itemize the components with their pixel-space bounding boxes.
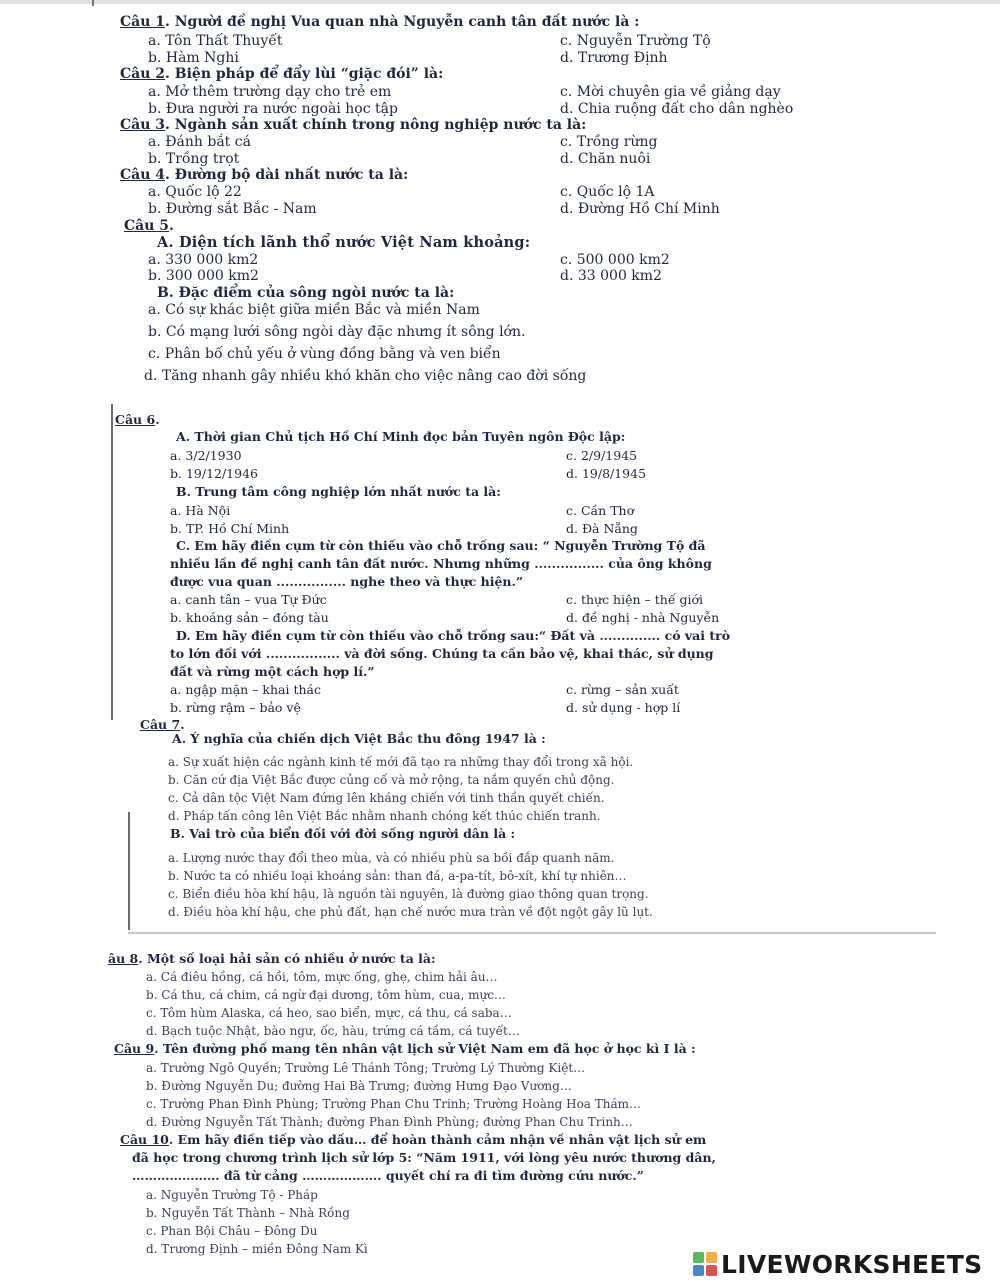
q7b-option-c[interactable]: c. Biển điều hòa khí hậu, là nguồn tài nguyên, là đường giao thông quan trọng.: [168, 887, 649, 901]
q10-option-b[interactable]: b. Nguyễn Tất Thành – Nhà Rồng: [146, 1206, 350, 1220]
logo-square-orange: [706, 1252, 717, 1263]
q5-part-a-prompt: A. Diện tích lãnh thổ nước Việt Nam khoảng:: [157, 234, 531, 251]
q6b-option-b[interactable]: b. TP. Hồ Chí Minh: [170, 521, 290, 536]
q6-part-b-prompt: B. Trung tâm công nghiệp lớn nhất nước ta là:: [176, 484, 501, 499]
q6a-option-d[interactable]: d. 19/8/1945: [566, 466, 647, 481]
q10-line-3: ………………… đã từ cảng ………………. quyết chí ra đi tìm đường cứu nước.”: [132, 1168, 644, 1183]
question-3-label: Câu 3: [120, 117, 166, 133]
q8-option-c[interactable]: c. Tôm hùm Alaska, cá heo, sao biển, mực, cá thu, cá saba…: [146, 1006, 512, 1020]
q10-option-d[interactable]: d. Trương Định – miền Đông Nam Kì: [146, 1242, 368, 1256]
q9-option-b[interactable]: b. Đường Nguyễn Du; đường Hai Bà Trưng; đường Hưng Đạo Vương…: [146, 1079, 572, 1093]
q7b-option-d[interactable]: d. Điều hòa khí hậu, che phủ đất, hạn chế nước mưa tràn về đột ngột gây lũ lụt.: [168, 905, 653, 919]
q6-section-left-border: [111, 404, 113, 720]
q6d-option-c[interactable]: c. rừng – sản xuất: [566, 682, 679, 697]
logo-square-red: [706, 1265, 717, 1276]
q6-part-c-line-1: C. Em hãy điền cụm từ còn thiếu vào chỗ trống sau: “ Nguyễn Trường Tộ đã: [176, 538, 706, 553]
q3-option-b[interactable]: b. Trồng trọt: [148, 151, 240, 167]
question-4-title: Câu 4. Đường bộ dài nhất nước ta là:: [120, 167, 409, 183]
q7-section-left-border: [128, 812, 130, 930]
question-4-label: Câu 4: [120, 167, 166, 183]
q2-option-d[interactable]: d. Chia ruộng đất cho dân nghèo: [560, 101, 794, 117]
q9-option-c[interactable]: c. Trường Phan Đình Phùng; Trường Phan Chu Trinh; Trường Hoàng Hoa Thám…: [146, 1097, 642, 1111]
q7b-option-a[interactable]: a. Lượng nước thay đổi theo mùa, và có nhiều phù sa bồi đắp quanh năm.: [168, 851, 615, 865]
q6d-option-a[interactable]: a. ngập mặn – khai thác: [170, 682, 322, 697]
q6-part-d-line-1: D. Em hãy điền cụm từ còn thiếu vào chỗ trống sau:“ Đất và .............. có vai trò: [176, 628, 731, 643]
q6b-option-d[interactable]: d. Đà Nẵng: [566, 521, 638, 536]
q2-option-a[interactable]: a. Mở thêm trường dạy cho trẻ em: [148, 84, 392, 100]
q6c-option-d[interactable]: d. đề nghị - nhà Nguyễn: [566, 610, 720, 625]
q4-option-d[interactable]: d. Đường Hồ Chí Minh: [560, 201, 720, 217]
q6-part-c-line-3: được vua quan ................ nghe theo và thực hiện.”: [170, 574, 524, 589]
q6-part-c-line-2: nhiều lần đề nghị canh tân đất nước. Nhưng những ................ của ông không: [170, 556, 712, 571]
question-10-title: Câu 10. Em hãy điền tiếp vào dấu… để hoàn thành cảm nhận về nhân vật lịch sử em: [120, 1132, 707, 1147]
q7b-option-b[interactable]: b. Nước ta có nhiều loại khoáng sản: than đá, a-pa-tít, bô-xít, khí tự nhiên…: [168, 869, 627, 883]
liveworksheets-logo: [693, 1247, 982, 1281]
q7a-option-d[interactable]: d. Pháp tấn công lên Việt Bắc nhằm nhanh chóng kết thúc chiến tranh.: [168, 809, 601, 823]
q7-part-b-prompt: B. Vai trò của biển đối với đời sống người dân là :: [170, 826, 516, 841]
q5a-option-d[interactable]: d. 33 000 km2: [560, 268, 662, 284]
question-2-title: Câu 2. Biện pháp để đẩy lùi “giặc đói” là:: [120, 66, 444, 82]
q6b-option-a[interactable]: a. Hà Nội: [170, 503, 231, 518]
q7a-option-a[interactable]: a. Sự xuất hiện các ngành kinh tế mới đã tạo ra những thay đổi trong xã hội.: [168, 755, 634, 769]
q10-line-2: đã học trong chương trình lịch sử lớp 5: “Năm 1911, với lòng yêu nước thương dân,: [132, 1150, 716, 1165]
logo-wordmark: LIVEWORKSHEETS: [721, 1249, 983, 1279]
q1-option-c[interactable]: c. Nguyễn Trường Tộ: [560, 33, 711, 49]
logo-square-green: [693, 1252, 704, 1263]
q5b-option-a[interactable]: a. Có sự khác biệt giữa miền Bắc và miền Nam: [148, 302, 480, 318]
q5b-option-d[interactable]: d. Tăng nhanh gây nhiều khó khăn cho việc nâng cao đời sống: [144, 368, 587, 384]
question-8-label: âu 8: [108, 951, 139, 966]
q8-option-a[interactable]: a. Cá điêu hồng, cá hồi, tôm, mực ống, ghẹ, chim hải âu…: [146, 970, 498, 984]
q7-part-a-prompt: A. Ý nghĩa của chiến dịch Việt Bắc thu đông 1947 là :: [172, 731, 546, 746]
q8-option-b[interactable]: b. Cá thu, cá chim, cá ngừ đại dương, tôm hùm, cua, mực…: [146, 988, 506, 1002]
q3-option-d[interactable]: d. Chăn nuôi: [560, 151, 651, 167]
ruler-marker: [92, 0, 94, 6]
q10-option-c[interactable]: c. Phan Bội Châu – Đông Du: [146, 1224, 318, 1238]
q9-option-a[interactable]: a. Trường Ngô Quyền; Trường Lê Thánh Tông; Trường Lý Thường Kiệt…: [146, 1061, 586, 1075]
q5b-option-c[interactable]: c. Phân bố chủ yếu ở vùng đồng bằng và ven biển: [148, 346, 501, 362]
question-8-title: âu 8. Một số loại hải sản có nhiều ở nước ta là:: [108, 951, 436, 966]
q2-option-c[interactable]: c. Mời chuyên gia về giảng dạy: [560, 84, 781, 100]
q1-option-d[interactable]: d. Trương Định: [560, 50, 668, 66]
q5-part-b-prompt: B. Đặc điểm của sông ngòi nước ta là:: [157, 285, 455, 301]
q6a-option-c[interactable]: c. 2/9/1945: [566, 448, 638, 463]
q5a-option-a[interactable]: a. 330 000 km2: [148, 252, 259, 268]
q3-option-a[interactable]: a. Đánh bắt cá: [148, 134, 251, 150]
question-6-title: Câu 6.: [115, 412, 160, 427]
q6c-option-b[interactable]: b. khoáng sản – đóng tàu: [170, 610, 329, 625]
q8-option-d[interactable]: d. Bạch tuộc Nhật, bào ngư, ốc, hàu, trứng cá tầm, cá tuyết…: [146, 1024, 520, 1038]
section-divider: [128, 932, 936, 934]
logo-square-blue: [693, 1265, 704, 1276]
question-6-label: Câu 6: [115, 412, 156, 427]
question-9-label: Câu 9: [114, 1041, 155, 1056]
q6-part-d-line-3: đất và rừng một cách hợp lí.”: [170, 664, 375, 679]
question-1-title: Câu 1. Người đề nghị Vua quan nhà Nguyễn canh tân đất nước là :: [120, 14, 640, 30]
question-1-label: Câu 1: [120, 14, 166, 30]
question-9-title: Câu 9. Tên đường phố mang tên nhân vật lịch sử Việt Nam em đã học ở học kì I là :: [114, 1041, 696, 1056]
question-2-label: Câu 2: [120, 66, 166, 82]
q6c-option-a[interactable]: a. canh tân – vua Tự Đức: [170, 592, 327, 607]
q6d-option-b[interactable]: b. rừng rậm – bảo vệ: [170, 700, 301, 715]
question-10-label: Câu 10: [120, 1132, 169, 1147]
q6c-option-c[interactable]: c. thực hiện – thế giới: [566, 592, 703, 607]
q4-option-a[interactable]: a. Quốc lộ 22: [148, 184, 242, 200]
q6-part-d-line-2: to lớn đối với ................. và đời sống. Chúng ta cần bảo vệ, khai thác, sử dụng: [170, 646, 714, 661]
q4-option-c[interactable]: c. Quốc lộ 1A: [560, 184, 655, 200]
q4-option-b[interactable]: b. Đường sắt Bắc - Nam: [148, 201, 317, 217]
q7a-option-c[interactable]: c. Cả dân tộc Việt Nam đứng lên kháng chiến với tinh thần quyết chiến.: [168, 791, 605, 805]
question-7-label: Câu 7: [140, 717, 181, 732]
q6a-option-a[interactable]: a. 3/2/1930: [170, 448, 242, 463]
q6b-option-c[interactable]: c. Cần Thơ: [566, 503, 635, 518]
question-7-title: Câu 7.: [140, 717, 185, 732]
q1-option-b[interactable]: b. Hàm Nghi: [148, 50, 239, 66]
q6-part-a-prompt: A. Thời gian Chủ tịch Hồ Chí Minh đọc bản Tuyên ngôn Độc lập:: [176, 429, 626, 444]
top-toolbar-strip: [0, 0, 1000, 4]
question-5-title: Câu 5.: [124, 218, 174, 234]
q6a-option-b[interactable]: b. 19/12/1946: [170, 466, 258, 481]
q3-option-c[interactable]: c. Trồng rừng: [560, 134, 658, 150]
liveworksheets-logo-icon: [693, 1252, 717, 1276]
q10-option-a[interactable]: a. Nguyễn Trường Tộ - Pháp: [146, 1188, 318, 1202]
q1-option-a[interactable]: a. Tôn Thất Thuyết: [148, 33, 283, 49]
q6d-option-d[interactable]: d. sử dụng - hợp lí: [566, 700, 681, 715]
q5a-option-c[interactable]: c. 500 000 km2: [560, 252, 670, 268]
question-3-title: Câu 3. Ngành sản xuất chính trong nông nghiệp nước ta là:: [120, 117, 587, 133]
q2-option-b[interactable]: b. Đưa người ra nước ngoài học tập: [148, 101, 398, 117]
q7a-option-b[interactable]: b. Căn cứ địa Việt Bắc được củng cố và mở rộng, ta nắm quyền chủ động.: [168, 773, 615, 787]
question-5-label: Câu 5: [124, 218, 170, 234]
q5b-option-b[interactable]: b. Có mạng lưới sông ngòi dày đặc nhưng ít sông lớn.: [148, 324, 526, 340]
q9-option-d[interactable]: d. Đường Nguyễn Tất Thành; đường Phan Đình Phùng; đường Phan Chu Trinh…: [146, 1115, 633, 1129]
q5a-option-b[interactable]: b. 300 000 km2: [148, 268, 259, 284]
